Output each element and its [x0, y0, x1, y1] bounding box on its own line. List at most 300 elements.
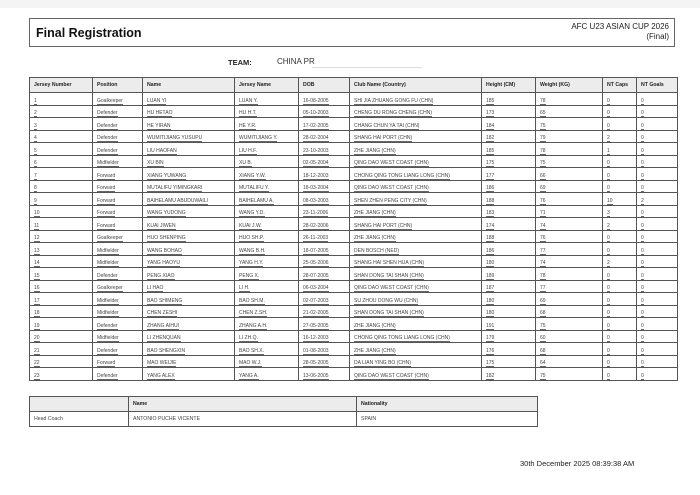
cell-value: Defender — [97, 272, 118, 279]
coach-cell-role: Head Coach — [30, 412, 129, 427]
cell-weight — [536, 318, 603, 331]
cell-value: 0 — [607, 247, 610, 254]
cell-value: HU H.T. — [239, 110, 257, 116]
coach-body — [30, 412, 538, 427]
cell-nt-caps — [603, 243, 637, 256]
column-header-dob: DOB — [299, 78, 350, 93]
coach-cell-nationality: SPAIN — [357, 412, 538, 427]
cell-value: MAO WEIJIE — [147, 360, 177, 366]
cell-value: 2 — [607, 135, 610, 141]
cell-value: 23-10-2003 — [303, 147, 329, 154]
cell-value: 3 — [34, 122, 37, 129]
cell-name — [143, 193, 235, 206]
cell-value: Midfielder — [97, 297, 119, 304]
cell-nt-caps — [603, 318, 637, 331]
cell-weight — [536, 168, 603, 181]
cell-weight — [536, 193, 603, 206]
cell-name — [143, 230, 235, 243]
cell-jersey-name — [235, 268, 299, 281]
cell-value: CHENG DU RONG CHENG (CHN) — [354, 110, 433, 116]
cell-value: 185 — [486, 147, 495, 154]
cell-value: QING DAO WEST COAST (CHN) — [354, 285, 429, 291]
cell-value: BAO SH.M. — [239, 297, 265, 304]
cell-jersey-number — [30, 143, 93, 156]
cell-value: 64 — [540, 360, 546, 366]
cell-club — [350, 330, 482, 343]
cell-nt-caps — [603, 343, 637, 356]
cell-value: 08-03-2003 — [303, 197, 329, 204]
cell-value: 11 — [34, 222, 40, 229]
cell-value: 0 — [641, 297, 644, 304]
cell-value: 0 — [641, 135, 644, 141]
cell-height — [482, 155, 536, 168]
cell-dob — [299, 243, 350, 256]
cell-value: 76 — [540, 235, 546, 241]
cell-value: 0 — [641, 185, 644, 191]
cell-nt-goals — [637, 168, 678, 181]
cell-name — [143, 105, 235, 118]
cell-jersey-number — [30, 105, 93, 118]
cell-value: 76 — [540, 197, 546, 204]
cell-value: XU B. — [239, 160, 253, 166]
cell-jersey-number — [30, 280, 93, 293]
cell-value: 22 — [34, 360, 40, 366]
cell-nt-goals — [637, 130, 678, 143]
cell-value: HUO SHENPING — [147, 235, 186, 241]
cell-height — [482, 93, 536, 106]
cell-value: Midfielder — [97, 247, 119, 254]
cell-dob — [299, 230, 350, 243]
cell-jersey-name — [235, 193, 299, 206]
cell-value: 6 — [34, 160, 37, 166]
cell-name — [143, 93, 235, 106]
table-row — [30, 280, 678, 293]
cell-club — [350, 218, 482, 231]
cell-position — [93, 305, 143, 318]
cell-value: 0 — [641, 110, 644, 116]
cell-nt-caps — [603, 280, 637, 293]
cell-value: Forward — [97, 172, 116, 179]
cell-jersey-number — [30, 355, 93, 368]
cell-value: BAIHELAMU A. — [239, 197, 274, 204]
cell-height — [482, 305, 536, 318]
cell-club — [350, 368, 482, 381]
cell-jersey-number — [30, 255, 93, 268]
cell-nt-caps — [603, 355, 637, 368]
cell-value: 79 — [540, 135, 546, 141]
cell-jersey-number — [30, 318, 93, 331]
cell-club — [350, 155, 482, 168]
cell-nt-goals — [637, 355, 678, 368]
coach-cell-name: ANTONIO PUCHE VICENTE — [129, 412, 357, 427]
cell-nt-goals — [637, 205, 678, 218]
cell-value: Defender — [97, 322, 118, 329]
coach-column-header-role — [30, 397, 129, 412]
cell-value: YANG ALEX — [147, 372, 175, 379]
cell-position — [93, 143, 143, 156]
cell-club — [350, 268, 482, 281]
cell-height — [482, 368, 536, 381]
cell-value: 0 — [607, 360, 610, 366]
cell-name — [143, 280, 235, 293]
cell-value: ZHE JIANG (CHN) — [354, 347, 396, 354]
cell-value: 28-02-2004 — [303, 135, 329, 141]
team-label: TEAM: — [228, 58, 252, 67]
cell-value: BAIHELAMU ABUDUWAILI — [147, 197, 208, 204]
cell-value: 05-10-2003 — [303, 110, 329, 116]
cell-value: 02-07-2003 — [303, 297, 329, 304]
cell-nt-caps — [603, 330, 637, 343]
cell-value: 179 — [486, 335, 495, 341]
cell-jersey-name — [235, 368, 299, 381]
cell-weight — [536, 268, 603, 281]
cell-height — [482, 280, 536, 293]
cell-value: 23 — [34, 372, 40, 379]
cell-weight — [536, 243, 603, 256]
cell-value: 28-02-2006 — [303, 222, 329, 229]
cell-club — [350, 193, 482, 206]
table-row — [30, 155, 678, 168]
table-row — [30, 343, 678, 356]
cell-nt-goals — [637, 268, 678, 281]
cell-dob — [299, 305, 350, 318]
cell-value: 0 — [607, 235, 610, 241]
cell-value: 25-05-2006 — [303, 260, 329, 266]
cell-jersey-name — [235, 155, 299, 168]
cell-height — [482, 205, 536, 218]
cell-position — [93, 268, 143, 281]
cell-value: ZHE JIANG (CHN) — [354, 147, 396, 154]
cell-value: 0 — [641, 335, 644, 341]
cell-name — [143, 305, 235, 318]
cell-value: 75 — [540, 160, 546, 166]
column-header-name: Name — [143, 78, 235, 93]
cell-position — [93, 118, 143, 131]
cell-value: 5 — [34, 147, 37, 154]
cell-value: WANG Y.D. — [239, 210, 265, 216]
cell-jersey-name — [235, 230, 299, 243]
cell-nt-goals — [637, 330, 678, 343]
cell-jersey-number — [30, 330, 93, 343]
cell-value: PENG X. — [239, 272, 260, 279]
cell-value: XU BIN — [147, 160, 164, 166]
cell-value: 177 — [486, 172, 495, 179]
cell-value: HU HETAO — [147, 110, 173, 116]
cell-height — [482, 193, 536, 206]
cell-club — [350, 143, 482, 156]
cell-value: 4 — [34, 135, 37, 141]
cell-position — [93, 218, 143, 231]
cell-value: 174 — [486, 222, 495, 229]
cell-weight — [536, 230, 603, 243]
cell-value: 0 — [607, 110, 610, 116]
cell-jersey-name — [235, 93, 299, 106]
cell-club — [350, 205, 482, 218]
cell-value: 188 — [486, 197, 495, 204]
cell-value: 77 — [540, 247, 546, 254]
cell-nt-caps — [603, 105, 637, 118]
cell-position — [93, 255, 143, 268]
cell-height — [482, 343, 536, 356]
cell-nt-goals — [637, 105, 678, 118]
cell-value: KUAI J.W. — [239, 222, 262, 229]
cell-value: 0 — [641, 235, 644, 241]
cell-jersey-number — [30, 118, 93, 131]
cell-value: 14 — [34, 260, 40, 266]
cell-jersey-number — [30, 243, 93, 256]
cell-position — [93, 155, 143, 168]
cell-value: 0 — [641, 172, 644, 179]
cell-height — [482, 218, 536, 231]
cell-dob — [299, 343, 350, 356]
cell-position — [93, 205, 143, 218]
cell-value: 27-05-2005 — [303, 322, 329, 329]
cell-nt-goals — [637, 293, 678, 306]
cell-value: 0 — [607, 185, 610, 191]
cell-value: LIU H.F. — [239, 147, 258, 154]
column-header-nt-caps: NT Caps — [603, 78, 637, 93]
table-row — [30, 93, 678, 106]
cell-club — [350, 180, 482, 193]
cell-nt-goals — [637, 155, 678, 168]
cell-value: 186 — [486, 247, 495, 254]
competition-name: AFC U23 ASIAN CUP 2026 — [571, 22, 669, 31]
cell-value: 0 — [641, 247, 644, 254]
table-row — [30, 318, 678, 331]
cell-height — [482, 130, 536, 143]
cell-value: HE Y.R. — [239, 122, 257, 129]
table-row — [30, 255, 678, 268]
cell-value: 12 — [34, 235, 40, 241]
column-header-weight: Weight (KG) — [536, 78, 603, 93]
cell-jersey-name — [235, 218, 299, 231]
cell-value: 74 — [540, 222, 546, 229]
cell-value: 77 — [540, 285, 546, 291]
cell-value: 0 — [641, 347, 644, 354]
cell-nt-caps — [603, 205, 637, 218]
cell-value: 175 — [486, 160, 495, 166]
cell-value: 0 — [607, 347, 610, 354]
table-row — [30, 243, 678, 256]
cell-value: 18-03-2004 — [303, 185, 329, 191]
cell-weight — [536, 355, 603, 368]
cell-weight — [536, 130, 603, 143]
cell-value: Forward — [97, 185, 116, 191]
cell-value: 0 — [641, 310, 644, 316]
column-header-height: Height (CM) — [482, 78, 536, 93]
cell-value: 180 — [486, 297, 495, 304]
cell-value: SHANG HAI PORT (CHN) — [354, 135, 413, 141]
cell-jersey-name — [235, 305, 299, 318]
cell-nt-caps — [603, 193, 637, 206]
cell-nt-goals — [637, 143, 678, 156]
cell-value: LI ZH.Q. — [239, 335, 258, 341]
cell-nt-caps — [603, 293, 637, 306]
cell-value: 176 — [486, 347, 495, 354]
cell-club — [350, 318, 482, 331]
cell-name — [143, 218, 235, 231]
cell-height — [482, 293, 536, 306]
cell-weight — [536, 330, 603, 343]
cell-value: 182 — [486, 372, 495, 379]
cell-value: Defender — [97, 110, 118, 116]
cell-position — [93, 180, 143, 193]
cell-dob — [299, 130, 350, 143]
cell-value: 75 — [540, 322, 546, 329]
page-title: Final Registration — [36, 26, 142, 40]
cell-value: SHEN ZHEN PENG CITY (CHN) — [354, 197, 427, 204]
team-underline — [312, 67, 422, 68]
column-header-jersey-number: Jersey Number — [30, 78, 93, 93]
roster-body — [30, 93, 678, 381]
cell-jersey-name — [235, 343, 299, 356]
cell-jersey-name — [235, 355, 299, 368]
table-row — [30, 218, 678, 231]
cell-nt-goals — [637, 343, 678, 356]
cell-nt-goals — [637, 318, 678, 331]
cell-height — [482, 180, 536, 193]
cell-club — [350, 305, 482, 318]
cell-nt-caps — [603, 180, 637, 193]
cell-nt-goals — [637, 305, 678, 318]
cell-value: 21-02-2005 — [303, 310, 329, 316]
cell-value: ZHANG A.H. — [239, 322, 268, 329]
table-row — [30, 118, 678, 131]
cell-value: 2 — [34, 110, 37, 116]
cell-value: KUAI JIWEN — [147, 222, 176, 229]
cell-position — [93, 105, 143, 118]
cell-club — [350, 168, 482, 181]
cell-dob — [299, 318, 350, 331]
cell-jersey-name — [235, 330, 299, 343]
cell-name — [143, 355, 235, 368]
table-row — [30, 293, 678, 306]
cell-value: 0 — [607, 160, 610, 166]
cell-value: 20 — [34, 335, 40, 341]
cell-value: 0 — [607, 285, 610, 291]
cell-jersey-number — [30, 155, 93, 168]
cell-value: BAO SH.X. — [239, 347, 265, 354]
cell-value: CHEN ZESHI — [147, 310, 178, 316]
cell-value: WANG B.H. — [239, 247, 266, 254]
cell-value: 18-12-2003 — [303, 172, 329, 179]
cell-jersey-number — [30, 230, 93, 243]
cell-jersey-name — [235, 143, 299, 156]
cell-value: 187 — [486, 285, 495, 291]
cell-club — [350, 93, 482, 106]
cell-value: YANG HAOYU — [147, 260, 180, 266]
cell-value: CHEN Z.SH. — [239, 310, 268, 316]
cell-value: Defender — [97, 347, 118, 354]
cell-dob — [299, 105, 350, 118]
cell-name — [143, 143, 235, 156]
cell-dob — [299, 155, 350, 168]
cell-value: 0 — [641, 122, 644, 129]
cell-value: 71 — [540, 210, 546, 216]
cell-value: Goalkeeper — [97, 235, 123, 241]
cell-value: Midfielder — [97, 310, 119, 316]
cell-value: 0 — [641, 272, 644, 279]
cell-value: 0 — [641, 97, 644, 104]
table-row — [30, 180, 678, 193]
table-row — [30, 105, 678, 118]
cell-name — [143, 255, 235, 268]
cell-value: 17-02-2005 — [303, 122, 329, 129]
cell-value: 0 — [641, 160, 644, 166]
cell-value: 78 — [540, 147, 546, 154]
cell-position — [93, 130, 143, 143]
cell-jersey-number — [30, 368, 93, 381]
cell-value: YANG H.Y. — [239, 260, 264, 266]
cell-value: MUTALIFU YIMINGKARI — [147, 185, 203, 191]
cell-jersey-name — [235, 205, 299, 218]
cell-value: 18 — [34, 310, 40, 316]
cell-value: 69 — [540, 185, 546, 191]
cell-value: Midfielder — [97, 160, 119, 166]
column-header-jersey-name: Jersey Name — [235, 78, 299, 93]
cell-height — [482, 118, 536, 131]
cell-value: 1 — [607, 147, 610, 154]
cell-name — [143, 268, 235, 281]
cell-name — [143, 155, 235, 168]
cell-weight — [536, 280, 603, 293]
cell-value: HUO SH.P. — [239, 235, 264, 241]
cell-value: 10 — [607, 197, 613, 204]
cell-value: ZHE JIANG (CHN) — [354, 210, 396, 216]
cell-value: MAO W.J. — [239, 360, 262, 366]
cell-height — [482, 318, 536, 331]
cell-height — [482, 230, 536, 243]
cell-height — [482, 143, 536, 156]
team-value: CHINA PR — [277, 57, 315, 66]
cell-value: XIANG Y.W. — [239, 172, 266, 179]
cell-value: SHI JIA ZHUANG GONG FU (CHN) — [354, 97, 434, 104]
cell-value: SHANG HAI PORT (CHN) — [354, 222, 413, 229]
cell-value: 0 — [607, 272, 610, 279]
cell-value: 191 — [486, 322, 495, 329]
cell-weight — [536, 105, 603, 118]
cell-nt-caps — [603, 130, 637, 143]
competition-info — [571, 22, 669, 42]
cell-value: 65 — [540, 110, 546, 116]
cell-height — [482, 268, 536, 281]
cell-height — [482, 330, 536, 343]
cell-nt-goals — [637, 193, 678, 206]
cell-value: Forward — [97, 197, 116, 204]
table-row — [30, 305, 678, 318]
cell-value: 0 — [641, 210, 644, 216]
cell-nt-caps — [603, 368, 637, 381]
table-row — [30, 368, 678, 381]
cell-nt-goals — [637, 118, 678, 131]
cell-value: 183 — [486, 210, 495, 216]
cell-name — [143, 330, 235, 343]
cell-weight — [536, 118, 603, 131]
table-row — [30, 193, 678, 206]
cell-value: SHAN DONG TAI SHAN (CHN) — [354, 310, 424, 316]
cell-nt-goals — [637, 255, 678, 268]
top-strip — [0, 0, 700, 8]
cell-weight — [536, 205, 603, 218]
cell-value: 188 — [486, 235, 495, 241]
cell-weight — [536, 293, 603, 306]
cell-value: Forward — [97, 210, 116, 216]
cell-dob — [299, 205, 350, 218]
cell-value: Goalkeeper — [97, 97, 123, 104]
cell-nt-goals — [637, 280, 678, 293]
cell-value: 21 — [34, 347, 40, 354]
cell-value: Defender — [97, 147, 118, 154]
